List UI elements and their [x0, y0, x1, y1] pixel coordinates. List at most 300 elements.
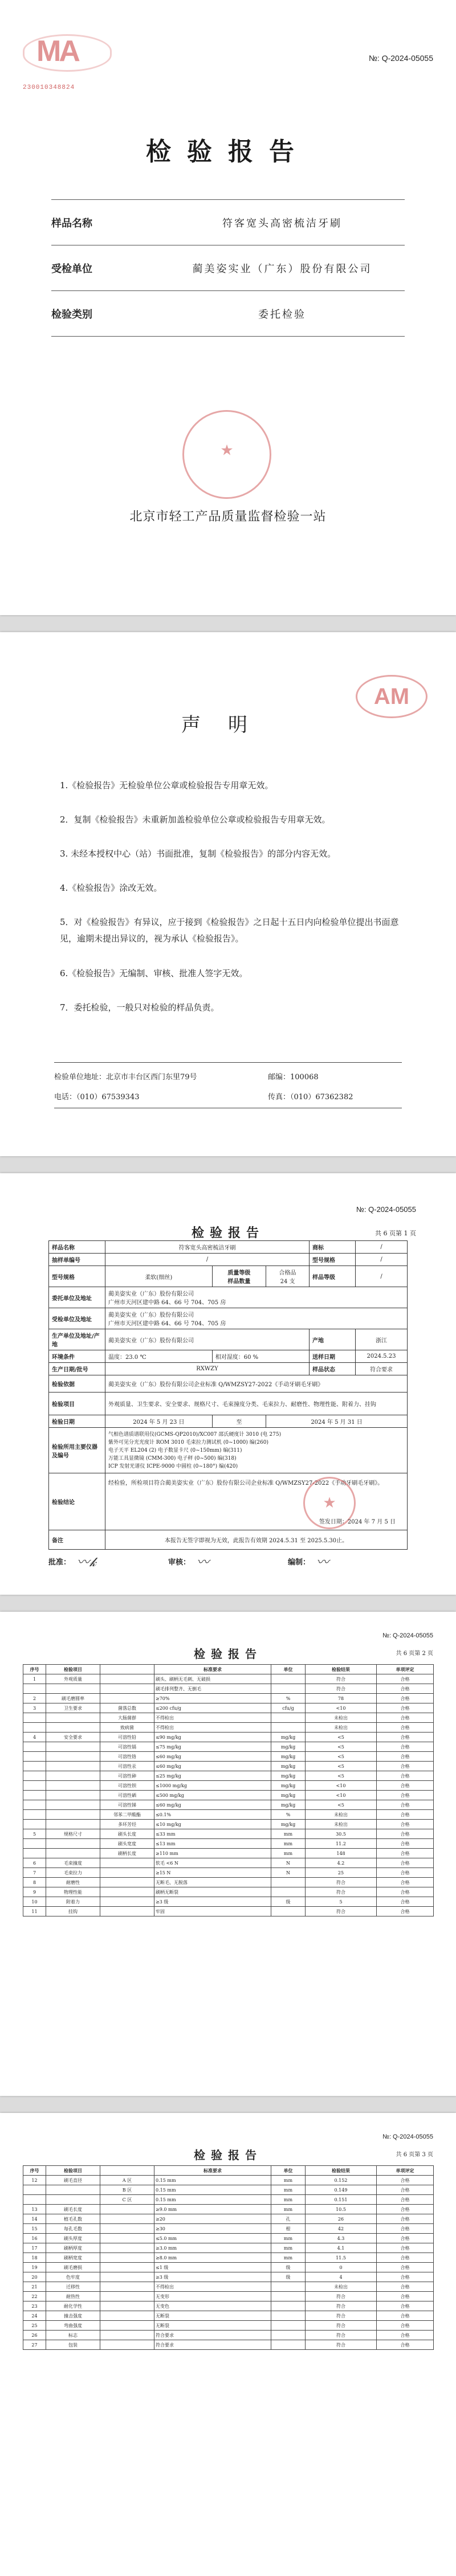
table-cell: 耐磨性 — [46, 1878, 100, 1887]
table-header-row — [23, 1665, 434, 1674]
table-row — [23, 2272, 434, 2282]
audit-signature: 〰 — [197, 1555, 210, 1570]
table-row — [23, 1791, 434, 1800]
table-cell: N — [271, 1868, 306, 1878]
table-cell: 5 — [306, 1897, 377, 1907]
table-cell: 9 — [23, 1887, 46, 1897]
table-cell: % — [271, 1694, 306, 1703]
table-cell — [271, 1887, 306, 1897]
table-cell: 级 — [271, 1897, 306, 1907]
table-cell: 合格 — [377, 1829, 434, 1839]
table-cell — [46, 1849, 100, 1858]
table-header-cell: 单位 — [271, 2166, 306, 2176]
cell-value: 至 — [212, 1415, 266, 1428]
table-cell — [23, 1810, 46, 1820]
table-cell: 规格尺寸 — [46, 1829, 100, 1839]
postcode-line: 邮编：100068 — [268, 1073, 319, 1082]
inspection-category-label: 检验类别 — [51, 309, 92, 321]
table-cell: 符合 — [306, 2321, 377, 2331]
table-cell: 合格 — [377, 1713, 434, 1723]
table-row — [23, 2282, 434, 2292]
equipment-item: 紫外可见分光光度计 ROM 3010 毛束拉力测试机 (0~1000) 编(260) — [108, 1439, 268, 1445]
table-cell: ≤60 mg/kg — [154, 1752, 271, 1762]
table-cell — [100, 2340, 154, 2350]
page-counter: 共 6 页第 1 页 — [375, 1230, 416, 1237]
table-row — [23, 2301, 434, 2311]
signature-row — [48, 1556, 408, 1579]
table-cell: 合格 — [377, 2205, 434, 2214]
table-cell — [23, 1800, 46, 1810]
table-cell — [46, 1742, 100, 1752]
report-title: 检验报告 — [194, 1647, 262, 1661]
table-cell: 78 — [306, 1694, 377, 1703]
table-cell: ≤60 mg/kg — [154, 1800, 271, 1810]
cell-value: / — [105, 1254, 310, 1266]
table-cell: 未检出 — [306, 2282, 377, 2292]
cell-value: 蔺美姿实业（广东）股份有限公司 — [105, 1329, 310, 1350]
cell-label: 生产单位及地址/产地 — [49, 1329, 105, 1350]
table-cell — [271, 1878, 306, 1887]
ma-certification-number: 230010348824 — [23, 84, 75, 91]
cell-label: 送样日期 — [310, 1350, 356, 1363]
cell-label: 质量等级 样品数量 — [212, 1266, 266, 1287]
table-cell: 合格 — [377, 1733, 434, 1742]
table-cell: 色牢度 — [46, 2272, 100, 2282]
cell-label: 样品名称 — [49, 1241, 105, 1254]
table-cell — [100, 2263, 154, 2272]
page-counter: 共 6 页第 3 页 — [396, 2152, 433, 2158]
table-header-cell — [100, 1665, 154, 1674]
statement-item: 4.《检验报告》涂改无效。 — [60, 883, 162, 893]
table-cell: ≤90 mg/kg — [154, 1733, 271, 1742]
equipment-item: ICP 发射光谱仪 ICPE-9000 中圆柱 (0~180°) 编(420) — [108, 1463, 238, 1469]
table-cell — [100, 2311, 154, 2321]
table-cell — [23, 1849, 46, 1858]
table-cell: 2 — [23, 1694, 46, 1703]
table-cell: <5 — [306, 1771, 377, 1781]
table-cell: 无变色 — [154, 2301, 271, 2311]
am-logo: AM — [356, 675, 427, 718]
cell-value: 合格品 24 支 — [266, 1266, 310, 1287]
table-row — [23, 2263, 434, 2272]
table-cell — [100, 2301, 154, 2311]
table-cell: 合格 — [377, 1868, 434, 1878]
table-cell — [271, 2340, 306, 2350]
divider — [51, 336, 405, 337]
table-row — [23, 2311, 434, 2321]
statement-item: 5．对《检验报告》有异议，应于接到《检验报告》之日起十五日内向检验单位提出书面意见，逾期未提出异议的，视为承认《检验报告》。 — [60, 917, 399, 944]
table-cell: 合格 — [377, 1703, 434, 1713]
table-cell: 15 — [23, 2224, 46, 2234]
table-row — [23, 2176, 434, 2185]
cell-label: 受检单位及地址 — [49, 1308, 105, 1329]
table-cell: 级 — [271, 2272, 306, 2282]
table-cell — [46, 1762, 100, 1771]
cell-value: 2024 年 5 月 23 日 — [105, 1415, 213, 1428]
report-number: №: Q-2024-05055 — [368, 54, 433, 63]
table-cell — [23, 1723, 46, 1733]
table-cell: 迁移性 — [46, 2282, 100, 2292]
table-cell: 安全要求 — [46, 1733, 100, 1742]
cell-value: 蔺美姿实业（广东）股份有限公司企业标准 Q/WMZSY27-2022《手动牙刷毛牙刷》 — [105, 1375, 408, 1393]
table-cell: 合格 — [377, 1723, 434, 1733]
table-cell: mg/kg — [271, 1762, 306, 1771]
table-cell: 合格 — [377, 1752, 434, 1762]
table-cell: 未检出 — [306, 1820, 377, 1829]
table-cell — [23, 1820, 46, 1829]
table-cell: mm — [271, 2253, 306, 2263]
table-row — [23, 2243, 434, 2253]
sign-date: 签发日期：2024 年 7 月 5 日 — [319, 1519, 396, 1525]
table-cell: 符合 — [306, 1907, 377, 1916]
table-cell: ≥9.0 mm — [154, 2205, 271, 2214]
table-cell — [23, 1839, 46, 1849]
table-cell — [46, 2185, 100, 2195]
table-cell: 30.5 — [306, 1829, 377, 1839]
table-cell: 可溶性硒 — [100, 1791, 154, 1800]
table-row — [23, 2340, 434, 2350]
table-cell: 符合 — [306, 2331, 377, 2340]
cell-value: 相对湿度：60 % — [212, 1350, 309, 1363]
official-seal: ★ — [182, 410, 271, 499]
table-cell — [271, 1713, 306, 1723]
table-cell: 22 — [23, 2292, 46, 2301]
statement-page — [0, 632, 456, 1156]
table-cell: 8 — [23, 1878, 46, 1887]
table-cell: 刷柄宽度 — [46, 2253, 100, 2263]
table-cell: 0.15 mm — [154, 2176, 271, 2185]
table-cell: 符合要求 — [154, 2331, 271, 2340]
cell-label: 委托单位及地址 — [49, 1287, 105, 1308]
cell-label: 检验依据 — [49, 1375, 105, 1393]
table-row — [23, 1723, 434, 1733]
table-cell — [271, 1907, 306, 1916]
cell-value: 浙江 — [356, 1329, 408, 1350]
inspected-unit-label: 受检单位 — [51, 263, 92, 275]
table-cell: mg/kg — [271, 1742, 306, 1752]
cover-title: 检验报告 — [146, 138, 310, 166]
table-cell — [271, 2301, 306, 2311]
table-row — [23, 2224, 434, 2234]
table-cell — [100, 2292, 154, 2301]
cell-label: 检验项目 — [49, 1393, 105, 1415]
cell-value: 温度：23.0 ℃ — [105, 1350, 213, 1363]
table-row — [23, 2253, 434, 2263]
table-cell: mm — [271, 2205, 306, 2214]
table-cell — [100, 1674, 154, 1684]
table-cell: 合格 — [377, 1800, 434, 1810]
table-cell: 符合 — [306, 1887, 377, 1897]
table-cell — [23, 1752, 46, 1762]
table-cell: 4 — [23, 1733, 46, 1742]
table-cell: 13 — [23, 2205, 46, 2214]
sample-name-label: 样品名称 — [51, 218, 92, 230]
table-cell: 无变形 — [154, 2292, 271, 2301]
table-cell: 合格 — [377, 1897, 434, 1907]
cell-value: 2024 年 5 月 31 日 — [266, 1415, 408, 1428]
table-cell: 20 — [23, 2272, 46, 2282]
table-cell — [46, 1810, 100, 1820]
cell-label: 型号规格 — [310, 1254, 356, 1266]
report-page — [0, 1173, 456, 1595]
table-cell: 刷头厚度 — [46, 2234, 100, 2243]
table-cell: C 区 — [100, 2195, 154, 2205]
table-cell: 7 — [23, 1868, 46, 1878]
table-cell: 合格 — [377, 1791, 434, 1800]
table-row — [23, 2195, 434, 2205]
table-cell: 合格 — [377, 1674, 434, 1684]
table-cell — [100, 2321, 154, 2331]
equipment-list — [105, 1428, 408, 1473]
table-cell: 12 — [23, 2176, 46, 2185]
table-cell: 合格 — [377, 1839, 434, 1849]
table-cell: 0.152 — [306, 2176, 377, 2185]
table-cell: ≤25 mg/kg — [154, 1771, 271, 1781]
table-cell: cfu/g — [271, 1703, 306, 1713]
cell-label: 型号规格 — [49, 1266, 105, 1287]
ma-certification-logo: MA — [23, 34, 108, 74]
table-cell: <5 — [306, 1733, 377, 1742]
table-cell — [100, 1878, 154, 1887]
table-cell: 18 — [23, 2253, 46, 2263]
table-cell: mm — [271, 2176, 306, 2185]
table-cell: 合格 — [377, 1781, 434, 1791]
table-header-cell: 标准要求 — [154, 2166, 271, 2176]
table-cell: 合格 — [377, 2214, 434, 2224]
table-row — [23, 1849, 434, 1858]
table-cell — [100, 2243, 154, 2253]
table-row — [23, 1868, 434, 1878]
table-cell: ≤1000 mg/kg — [154, 1781, 271, 1791]
cell-value: / — [356, 1241, 408, 1254]
table-cell: 符合 — [306, 2301, 377, 2311]
table-cell: 可溶性锑 — [100, 1800, 154, 1810]
table-cell: mm — [271, 2195, 306, 2205]
table-cell: mm — [271, 1829, 306, 1839]
table-cell: 符合 — [306, 2292, 377, 2301]
statement-item: 7．委托检验，一般只对检验的样品负责。 — [60, 1002, 219, 1013]
table-cell: mg/kg — [271, 1800, 306, 1810]
page-counter: 共 6 页第 2 页 — [396, 1651, 433, 1657]
table-cell: 刷头宽度 — [100, 1839, 154, 1849]
table-cell: 毛束撞度 — [46, 1858, 100, 1868]
table-cell — [46, 1800, 100, 1810]
equipment-item: 万能工具显微镜 (CMM-300) 电子秤 (0~500) 编(318) — [108, 1455, 237, 1461]
fax-line: 传真：（010）67362382 — [268, 1093, 353, 1101]
table-header-cell: 单项评定 — [377, 2166, 434, 2176]
table-cell — [46, 1713, 100, 1723]
table-header-cell: 检验结果 — [306, 2166, 377, 2176]
table-header-cell: 标准要求 — [154, 1665, 271, 1674]
table-row — [23, 1820, 434, 1829]
table-cell: 外观质量 — [46, 1674, 100, 1684]
table-cell: 符合 — [306, 1878, 377, 1887]
table-cell: 4 — [306, 2272, 377, 2282]
table-cell: 合格 — [377, 1887, 434, 1897]
table-cell: 21 — [23, 2282, 46, 2292]
table-cell: 符合 — [306, 1674, 377, 1684]
table-cell — [100, 2272, 154, 2282]
table-cell: ≤10 mg/kg — [154, 1820, 271, 1829]
table-cell: 刷柄无断裂 — [154, 1887, 271, 1897]
table-cell — [100, 1907, 154, 1916]
cell-label: 检验所用主要仪器及编号 — [49, 1428, 105, 1473]
table-cell: 0.151 — [306, 2195, 377, 2205]
table-cell: % — [271, 1810, 306, 1820]
table-cell — [23, 1771, 46, 1781]
table-cell — [100, 2331, 154, 2340]
table-cell — [271, 2311, 306, 2321]
table-cell: 可溶性铅 — [100, 1733, 154, 1742]
table-cell: 合格 — [377, 1878, 434, 1887]
table-row — [23, 1800, 434, 1810]
table-cell: 刷毛磨圆率 — [46, 1694, 100, 1703]
table-cell — [100, 1887, 154, 1897]
table-cell — [100, 2224, 154, 2234]
table-row — [23, 1742, 434, 1752]
edit-label: 编制： — [288, 1558, 311, 1567]
table-cell: ≤5.0 mm — [154, 2234, 271, 2243]
table-cell: 刷柄厚度 — [46, 2243, 100, 2253]
cell-label: 生产日期/批号 — [49, 1363, 105, 1375]
table-cell: 菌落总数 — [100, 1703, 154, 1713]
table-cell — [100, 1897, 154, 1907]
edit-signature: 〰 — [316, 1555, 329, 1570]
table-row — [23, 1878, 434, 1887]
table-cell — [271, 1674, 306, 1684]
cover-row-sample — [51, 199, 405, 245]
table-cell: ≤500 mg/kg — [154, 1791, 271, 1800]
cell-value: 本报告无签字即视为无效，此报告有效期 2024.5.31 至 2025.5.30止。 — [105, 1530, 408, 1550]
table-cell — [100, 1684, 154, 1694]
table-cell: 11.5 — [306, 2253, 377, 2263]
inspection-category-value: 委托检验 — [258, 309, 306, 321]
table-cell: 合格 — [377, 1762, 434, 1771]
table-cell — [46, 1820, 100, 1829]
table-cell: 不得检出 — [154, 1713, 271, 1723]
table-cell: 符合 — [306, 1684, 377, 1694]
table-row — [23, 2185, 434, 2195]
table-row — [23, 2234, 434, 2243]
data-page-2 — [0, 2113, 456, 2576]
table-row — [23, 1752, 434, 1762]
table-cell: ≤75 mg/kg — [154, 1742, 271, 1752]
table-cell — [46, 1684, 100, 1694]
table-cell: 4.2 — [306, 1858, 377, 1868]
table-cell — [23, 1781, 46, 1791]
table-row — [23, 1684, 434, 1694]
table-cell: 刷毛长度 — [46, 2205, 100, 2214]
table-cell: 符合要求 — [154, 2340, 271, 2350]
table-header-cell: 检验项目 — [46, 1665, 100, 1674]
table-cell: 级 — [271, 2263, 306, 2272]
table-cell — [23, 1742, 46, 1752]
cell-label: 样品等级 — [310, 1266, 356, 1287]
issuing-organization: 北京市轻工产品质量监督检验一站 — [129, 510, 327, 524]
table-header-cell: 检验项目 — [46, 2166, 100, 2176]
table-row — [23, 1733, 434, 1742]
table-cell: <5 — [306, 1742, 377, 1752]
table-cell — [271, 1684, 306, 1694]
table-cell: 合格 — [377, 2311, 434, 2321]
table-cell: 0.149 — [306, 2185, 377, 2195]
table-cell: 无断毛、无脱落 — [154, 1878, 271, 1887]
table-cell: N — [271, 1858, 306, 1868]
table-cell: ≥3 级 — [154, 2272, 271, 2282]
cell-label: 商标 — [310, 1241, 356, 1254]
address-line: 检验单位地址：北京市丰台区西门东里79号 — [54, 1073, 197, 1082]
table-cell: <5 — [306, 1762, 377, 1771]
cell-label: 样品状态 — [310, 1363, 356, 1375]
table-cell: 挂钩 — [46, 1907, 100, 1916]
cell-label: 备注 — [49, 1530, 105, 1550]
table-cell: ≤0.1% — [154, 1810, 271, 1820]
table-cell: 不得检出 — [154, 1723, 271, 1733]
report-number: №: Q-2024-05055 — [382, 2133, 433, 2140]
table-cell: 合格 — [377, 2253, 434, 2263]
audit-label: 审核： — [168, 1558, 191, 1567]
table-cell — [100, 1694, 154, 1703]
table-cell: B 区 — [100, 2185, 154, 2195]
table-row — [23, 1858, 434, 1868]
table-cell: 可溶性钡 — [100, 1781, 154, 1791]
table-cell: 可溶性汞 — [100, 1762, 154, 1771]
table-cell: 合格 — [377, 2234, 434, 2243]
report-summary-table — [48, 1240, 408, 1550]
table-cell: 4.3 — [306, 2234, 377, 2243]
cell-label: 环境条件 — [49, 1350, 105, 1363]
table-cell: 0.15 mm — [154, 2195, 271, 2205]
table-row — [23, 1771, 434, 1781]
table-cell: 附着力 — [46, 1897, 100, 1907]
table-cell: 42 — [306, 2224, 377, 2234]
table-cell: 未检出 — [306, 1713, 377, 1723]
results-table — [23, 2165, 434, 2350]
table-row — [23, 1674, 434, 1684]
report-title: 检验报告 — [194, 2148, 262, 2162]
table-cell: ≤1 级 — [154, 2263, 271, 2272]
table-cell: ≤200 cfu/g — [154, 1703, 271, 1713]
statement-item: 1.《检验报告》无检验单位公章或检验报告专用章无效。 — [60, 780, 274, 791]
table-cell — [100, 2234, 154, 2243]
table-cell: 16 — [23, 2234, 46, 2243]
table-cell: mg/kg — [271, 1752, 306, 1762]
table-cell: 合格 — [377, 2331, 434, 2340]
table-cell — [46, 1723, 100, 1733]
cell-value: 蔺美姿实业（广东）股份有限公司 广州市天河区建中路 64、66 号 704、705 房 — [105, 1308, 408, 1329]
table-cell — [46, 1752, 100, 1762]
table-row — [23, 1829, 434, 1839]
table-cell: 无断裂 — [154, 2311, 271, 2321]
table-cell: 卫生要求 — [46, 1703, 100, 1713]
cell-value: 外观质量、卫生要求、安全要求、规格尺寸、毛束撞度分类、毛束拉力、耐磨性、物理性能、附着力、挂钩 — [105, 1393, 408, 1415]
conclusion-text: 经检验，所检项目符合蔺美姿实业（广东）股份有限公司企业标准 Q/WMZSY27-2022《手动牙刷毛牙刷》。 — [108, 1480, 384, 1486]
table-cell: 刷头、刷柄无毛刺、无破损 — [154, 1674, 271, 1684]
table-cell — [271, 2282, 306, 2292]
table-cell: 物理性能 — [46, 1887, 100, 1897]
table-row — [23, 1781, 434, 1791]
table-header-cell — [100, 2166, 154, 2176]
table-cell: <10 — [306, 1791, 377, 1800]
table-cell: mg/kg — [271, 1733, 306, 1742]
table-row — [23, 2292, 434, 2301]
table-cell: 5 — [23, 1829, 46, 1839]
results-table — [23, 1664, 434, 1916]
table-cell: 4.1 — [306, 2243, 377, 2253]
report-number: №: Q-2024-05055 — [382, 1632, 433, 1639]
table-cell — [23, 1684, 46, 1694]
cell-value: 符客宽头高密梳洁牙刷 — [105, 1241, 310, 1254]
